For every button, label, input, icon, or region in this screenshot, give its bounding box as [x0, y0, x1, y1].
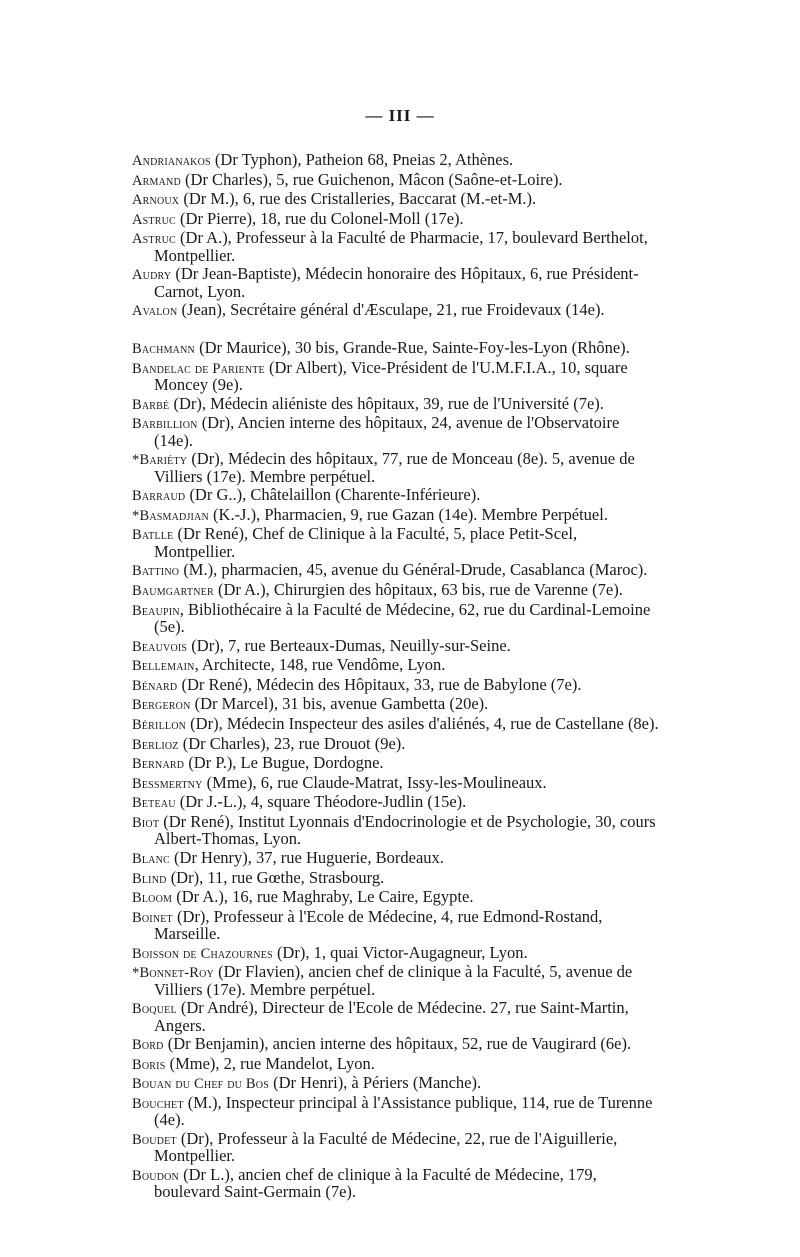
directory-entry [132, 599, 660, 636]
entries-block-a [132, 152, 660, 322]
entry-details: (Dr A.), Professeur à la Faculté de Pharmacie, 17, boulevard Berthelot, Montpellier. [154, 228, 648, 265]
entry-name: Bellemain [132, 658, 195, 675]
directory-entry [132, 487, 660, 504]
entry-details: (Dr), Professeur à l'Ecole de Médecine, 4, rue Edmond-Rostand, Marseille. [154, 906, 603, 944]
directory-entry [132, 794, 660, 811]
directory-entry [132, 504, 660, 524]
entry-name: Boquel [132, 1001, 177, 1018]
entry-name: Andrianakos [132, 153, 211, 169]
entry-details: , Architecte, 148, rue Vendôme, Lyon. [194, 655, 446, 675]
entry-name: Bouchet [132, 1096, 184, 1113]
entry-details: (Dr), Médecin Inspecteur des asiles d'aliénés, 4, rue de Castellane (8e). [186, 713, 659, 733]
entry-details: (Dr René), Médecin des Hôpitaux, 33, rue de Babylone (7e). [177, 674, 582, 694]
entry-details: (Dr M.), 6, rue des Cristalleries, Baccarat (M.-et-M.). [179, 189, 537, 209]
entry-details: (Dr Maurice), 30 bis, Grande-Rue, Sainte-Foy-les-Lyon (Rhône). [194, 338, 630, 357]
directory-entry [132, 867, 660, 887]
directory-entry [132, 755, 660, 772]
directory-entry [132, 964, 660, 998]
directory-entry [132, 1036, 660, 1053]
entry-name: Astruc [132, 211, 176, 228]
entry-details: (M.), Inspecteur principal à l'Assistance publique, 114, rue de Turenne (4e). [154, 1093, 653, 1130]
entry-details: (Dr), 7, rue Berteaux-Dumas, Neuilly-sur-Seine. [187, 635, 511, 655]
entry-name: Boudet [132, 1132, 177, 1149]
entry-name: *Basmadjian [132, 507, 209, 524]
entry-details: (Dr René), Chef de Clinique à la Faculté, 5, place Petit-Scel, Montpellier. [154, 524, 578, 561]
entry-name: Bergeron [132, 697, 191, 714]
entry-name: Astruc [132, 231, 176, 248]
entry-name: Arnoux [132, 192, 180, 209]
entry-details: (Dr Charles), 23, rue Drouot (9e). [178, 733, 406, 753]
entry-name: Armand [132, 172, 181, 189]
directory-entry [132, 811, 660, 849]
directory-entry [132, 208, 660, 228]
directory-entry [132, 169, 660, 189]
entry-name: Bloom [132, 890, 173, 907]
entry-name: Avalon [132, 303, 178, 320]
entry-name: Bouan du Chef du Bos [132, 1076, 269, 1093]
directory-entry [132, 906, 660, 944]
entry-details: (Dr G..), Châtelaillon (Charente-Inférieure). [185, 485, 481, 505]
entry-details: (Dr), Médecin aliéniste des hôpitaux, 39, rue de l'Université (7e). [169, 393, 604, 413]
directory-entry [132, 579, 660, 599]
entry-details: (Dr Benjamin), ancien interne des hôpitaux, 52, rue de Vaugirard (6e). [163, 1034, 632, 1054]
entry-name: Berlioz [132, 736, 179, 753]
entry-details: (K.-J.), Pharmacien, 9, rue Gazan (14e). Membre Perpétuel. [208, 504, 608, 524]
directory-entry [132, 889, 660, 906]
entry-details: (M.), pharmacien, 45, avenue du Général-Drude, Casablanca (Maroc). [179, 560, 648, 580]
entry-name: Barbé [132, 396, 170, 413]
entry-details: (Dr), 11, rue Gœthe, Strasbourg. [166, 867, 385, 887]
entry-name: Bernard [132, 756, 185, 773]
directory-entry [132, 152, 660, 169]
entry-name: Bénard [132, 677, 178, 694]
directory-entry [132, 340, 660, 357]
entry-name: Blind [132, 870, 167, 887]
directory-entry [132, 713, 660, 733]
page-number: — III — [365, 106, 435, 125]
entry-name: Barbillion [132, 416, 198, 433]
entry-details: (Dr L.), ancien chef de clinique à la Faculté de Médecine, 179, boulevard Saint-Germain (7e). [154, 1165, 597, 1202]
directory-entry [132, 393, 660, 413]
directory-entry [132, 266, 660, 300]
entry-details: (Dr A.), Chirurgien des hôpitaux, 63 bis, rue de Varenne (7e). [213, 579, 623, 599]
entry-details: (Dr Flavien), ancien chef de clinique à la Faculté, 5, avenue de Villiers (17e). Membre perpétuel. [154, 962, 633, 999]
entry-details: (Dr), Ancien interne des hôpitaux, 24, avenue de l'Observatoire (14e). [154, 413, 620, 450]
directory-entry [132, 1167, 660, 1201]
entry-details: (Mme), 6, rue Claude-Matrat, Issy-les-Moulineaux. [202, 772, 547, 792]
directory-entry [132, 230, 660, 264]
entry-details: (Dr Marcel), 31 bis, avenue Gambetta (20e). [190, 694, 489, 714]
entry-name: Biot [132, 814, 160, 831]
directory-entry [132, 942, 660, 962]
entry-name: *Bariéty [132, 452, 188, 469]
entry-details: , Bibliothécaire à la Faculté de Médecine, 62, rue du Cardinal-Lemoine (5e). [154, 599, 651, 636]
entry-details: (Mme), 2, rue Mandelot, Lyon. [165, 1053, 375, 1073]
directory-entry [132, 657, 660, 674]
entry-details: (Jean), Secrétaire général d'Æsculape, 21, rue Froidevaux (14e). [177, 300, 605, 320]
directory-entry [132, 1075, 660, 1092]
entries-block-b [132, 340, 660, 1203]
entry-name: Audry [132, 267, 172, 284]
entry-details: (Dr), Médecin des hôpitaux, 77, rue de Monceau (8e). 5, avenue de Villiers (17e). Membre perpétuel. [154, 449, 635, 486]
directory-entry [132, 733, 660, 753]
entry-name: Bérillon [132, 716, 187, 733]
directory-entry [132, 1095, 660, 1129]
entry-details: (Dr Typhon), Patheion 68, Pneias 2, Athènes. [210, 150, 514, 169]
entry-details: (Dr A.), 16, rue Maghraby, Le Caire, Egypte. [172, 887, 474, 907]
directory-entry [132, 772, 660, 792]
directory-entry [132, 357, 660, 394]
entry-name: Beauvois [132, 638, 188, 655]
entry-details: (Dr), Professeur à la Faculté de Médecine, 22, rue de l'Aiguillerie, Montpellier. [154, 1129, 618, 1166]
directory-entry [132, 1131, 660, 1165]
directory-entry [132, 847, 660, 867]
entry-details: (Dr Pierre), 18, rue du Colonel-Moll (17e). [175, 208, 464, 228]
entry-name: Barraud [132, 488, 186, 505]
directory-entry [132, 415, 660, 449]
entry-name: *Bonnet-Roy [132, 965, 214, 982]
directory-entry [132, 451, 660, 485]
entry-details: (Dr Henri), à Périers (Manche). [268, 1073, 482, 1093]
entry-details: (Dr J.-L.), 4, square Théodore-Judlin (15e). [175, 792, 467, 812]
entry-details: (Dr René), Institut Lyonnais d'Endocrinologie et de Psychologie, 30, cours Albert-Thomas, Lyon. [154, 811, 656, 849]
directory-entry [132, 302, 660, 319]
entry-name: Boisson de Chazournes [132, 945, 273, 962]
entry-details: (Dr Jean-Baptiste), Médecin honoraire des Hôpitaux, 6, rue Président-Carnot, Lyon. [154, 264, 639, 301]
entry-details: (Dr P.), Le Bugue, Dordogne. [184, 753, 384, 773]
entry-name: Bandelac de Pariente [132, 360, 265, 377]
entry-name: Boris [132, 1056, 166, 1073]
entry-name: Bord [132, 1037, 164, 1054]
directory-entry [132, 674, 660, 694]
entry-name: Boinet [132, 909, 173, 926]
entry-name: Batlle [132, 527, 174, 544]
entry-details: (Dr André), Directeur de l'Ecole de Médecine. 27, rue Saint-Martin, Angers. [154, 998, 629, 1035]
directory-entry [132, 526, 660, 560]
directory-entry [132, 1053, 660, 1073]
entry-name: Boudon [132, 1168, 179, 1185]
entry-details: (Dr Charles), 5, rue Guichenon, Mâcon (Saône-et-Loire). [180, 169, 563, 189]
entry-details: (Dr), 1, quai Victor-Augagneur, Lyon. [272, 942, 528, 962]
directory-entry [132, 696, 660, 713]
entry-name: Battino [132, 563, 180, 580]
directory-entry [132, 562, 660, 579]
entry-name: Bachmann [132, 341, 195, 357]
entry-name: Beteau [132, 795, 176, 812]
entry-details: (Dr Albert), Vice-Président de l'U.M.F.I.A., 10, square Moncey (9e). [154, 357, 628, 394]
directory-entry [132, 635, 660, 655]
entry-details: (Dr Henry), 37, rue Huguerie, Bordeaux. [169, 847, 444, 867]
directory-entry [132, 191, 660, 208]
entry-name: Baumgartner [132, 582, 214, 599]
entry-name: Bessmertny [132, 775, 203, 792]
directory-entry [132, 1000, 660, 1034]
entry-name: Blanc [132, 850, 170, 867]
entry-name: Beaupin [132, 602, 180, 619]
